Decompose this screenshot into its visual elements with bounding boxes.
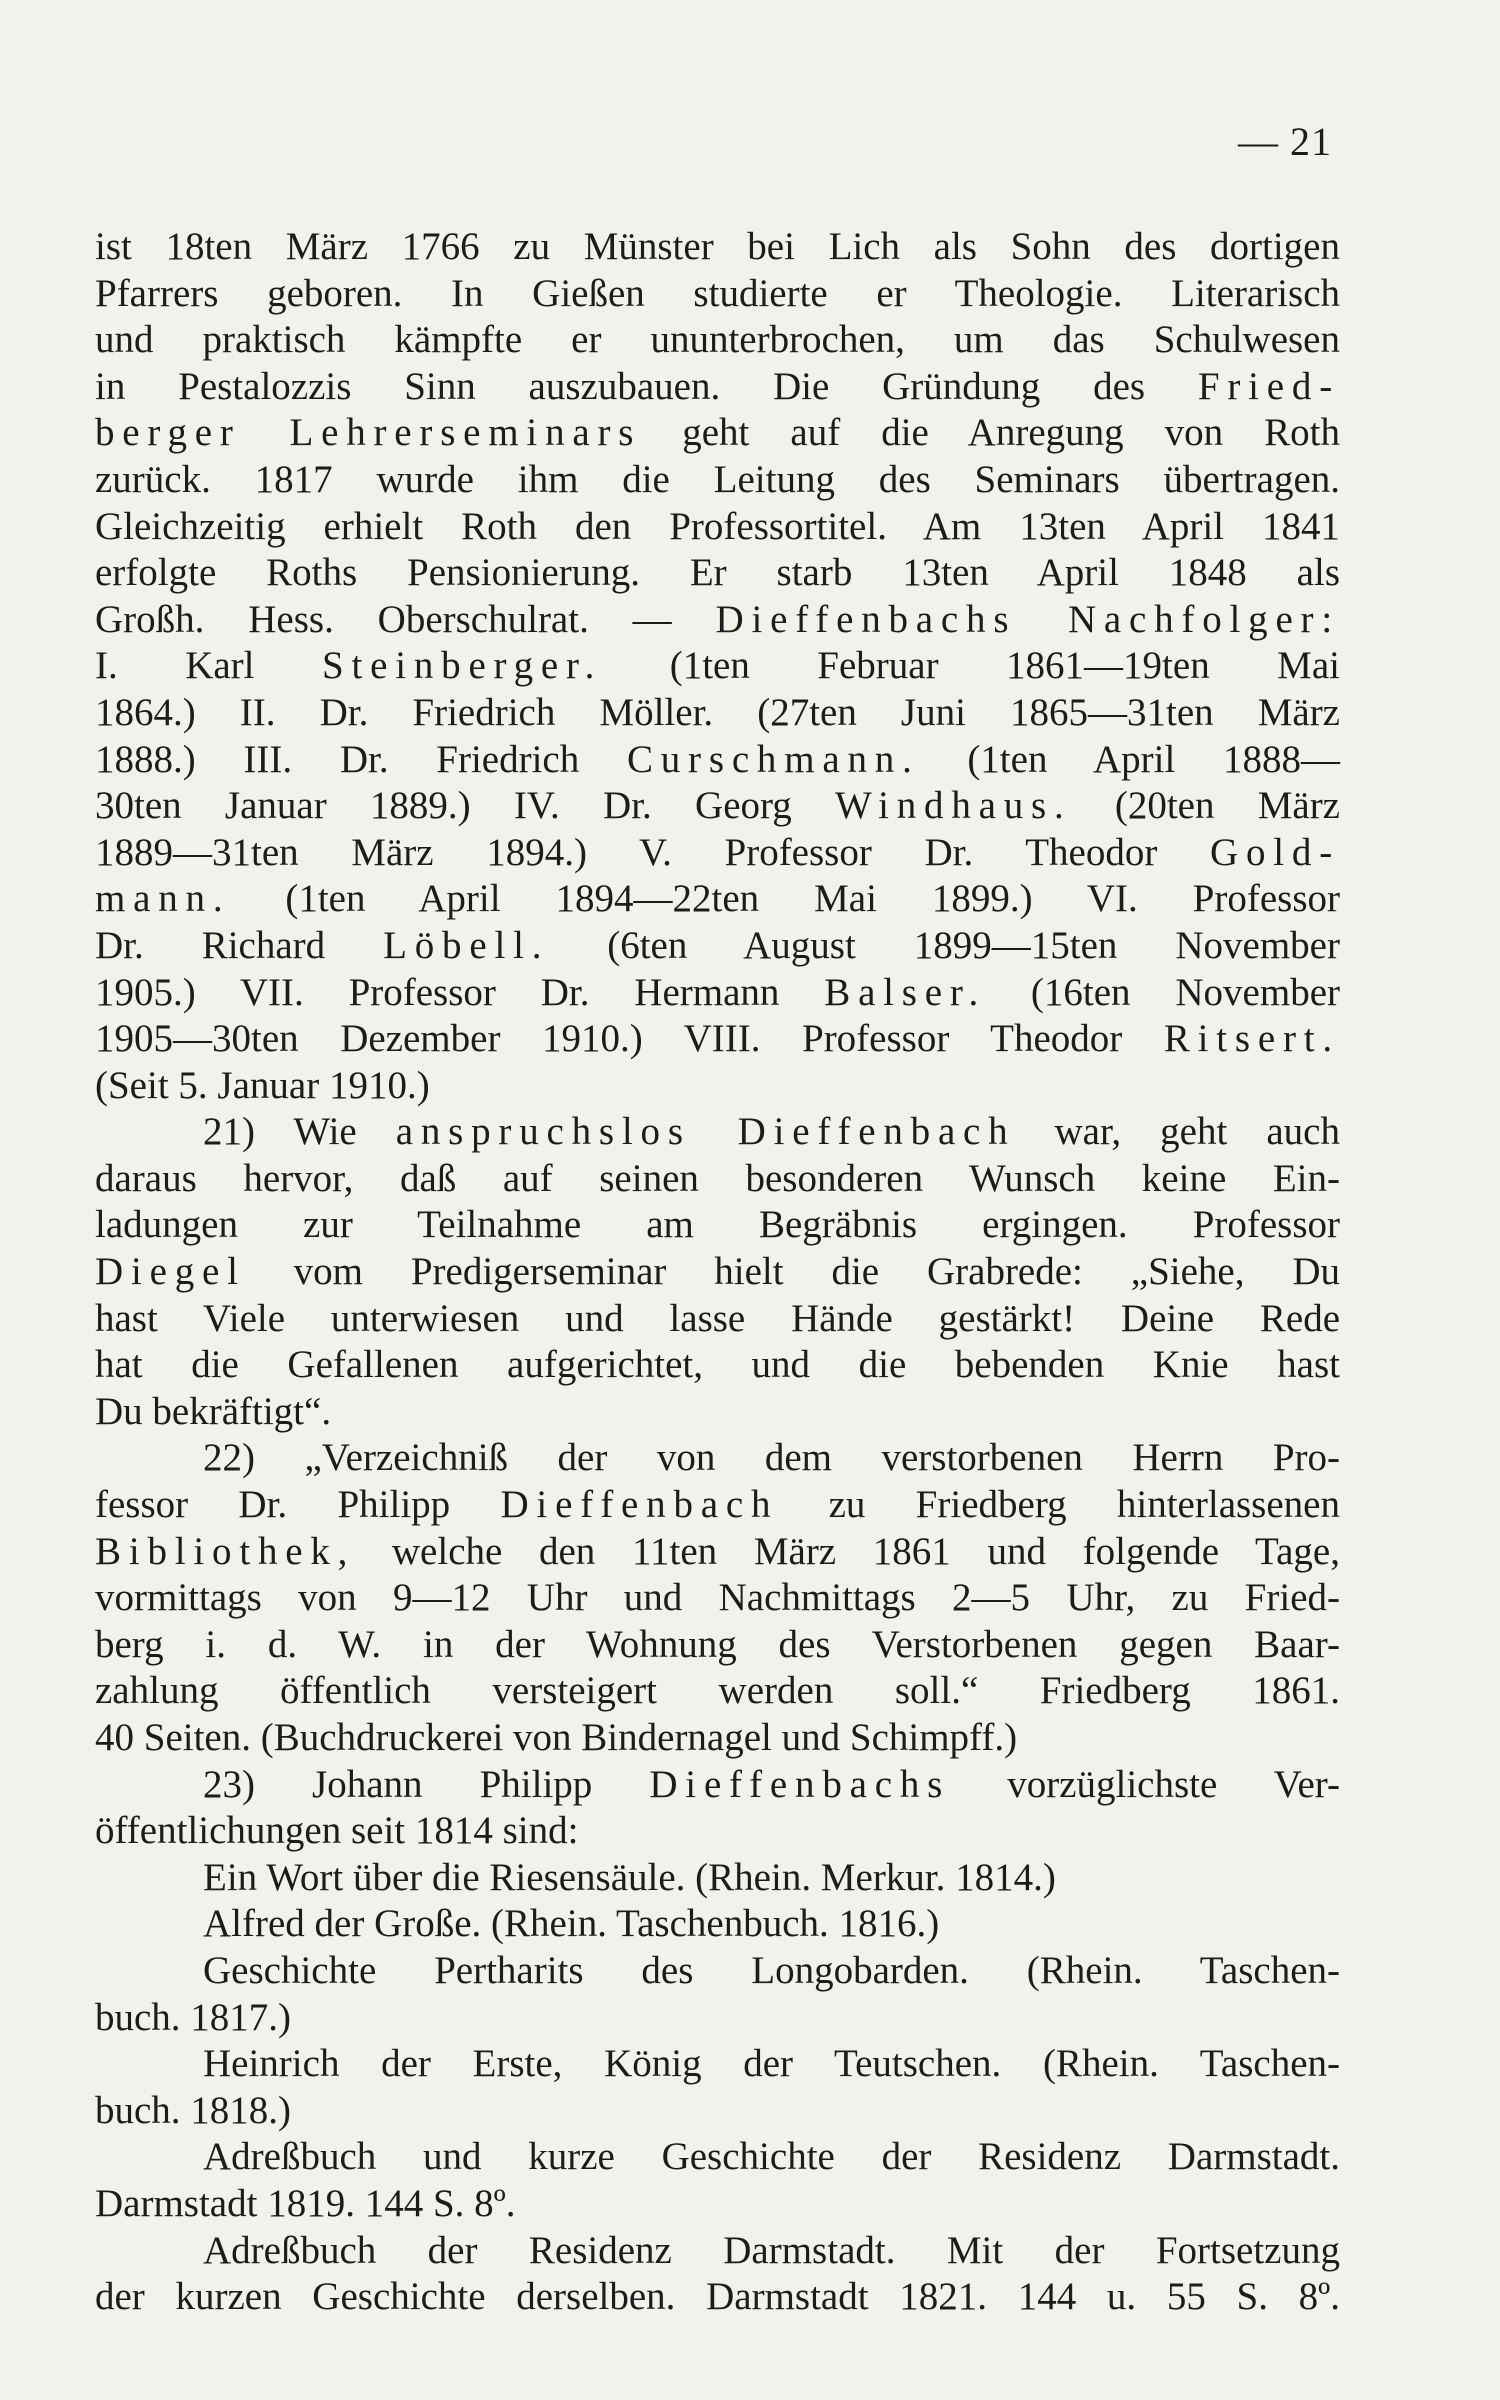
spaced-emphasis: Fried-: [1197, 364, 1340, 408]
spaced-emphasis: Gold-: [1210, 830, 1340, 874]
text-run: vorzüglichste Ver-: [950, 1762, 1340, 1806]
text-run: Ein Wort über die Riesensäule. (Rhein. Merkur. 1814.): [203, 1855, 1056, 1899]
text-run: hast Viele unterwiesen und lasse Hände gestärkt! Deine Rede: [95, 1296, 1340, 1340]
text-line: [95, 271, 1340, 318]
text-line: [95, 643, 1340, 690]
text-line: [95, 597, 1340, 644]
spaced-emphasis: Diegel: [95, 1250, 246, 1294]
text-run: 23) Johann Philipp: [203, 1762, 650, 1806]
paragraph: [95, 1435, 1340, 1761]
text-run: 1864.) II. Dr. Friedrich Möller. (27ten Juni 1865—31ten März: [95, 690, 1340, 734]
text-run: (1ten April 1888—: [919, 737, 1341, 781]
text-line: [95, 2181, 1340, 2228]
text-run: in Pestalozzis Sinn auszubauen. Die Gründung des: [95, 364, 1198, 408]
spaced-emphasis: Balser.: [824, 970, 987, 1014]
text-line: [95, 224, 1340, 271]
paragraph: [95, 2228, 1340, 2321]
text-line: [95, 1808, 1340, 1855]
text-run: und praktisch kämpfte er ununterbrochen, um das Schulwesen: [95, 318, 1340, 362]
text-line: [95, 783, 1340, 830]
text-run: zurück. 1817 wurde ihm die Leitung des Seminars übertragen.: [95, 457, 1340, 501]
text-line: [95, 1901, 1340, 1948]
paragraph: [95, 1109, 1340, 1435]
text-run: welche den 11ten März 1861 und folgende Tage,: [355, 1529, 1340, 1573]
text-line: [95, 2041, 1340, 2088]
text-run: buch. 1818.): [95, 2088, 292, 2132]
text-run: fessor Dr. Philipp: [95, 1483, 501, 1527]
text-run: buch. 1817.): [95, 1995, 292, 2039]
text-line: [95, 1109, 1340, 1156]
spaced-emphasis: Dieffenbachs: [649, 1762, 951, 1806]
text-run: (1ten Februar 1861—19ten Mai: [602, 644, 1340, 688]
text-run: 1889—31ten März 1894.) V. Professor Dr. Theodor: [95, 830, 1210, 874]
spaced-emphasis: Curschmann.: [626, 737, 920, 781]
text-run: Heinrich der Erste, König der Teutschen. (Rhein. Taschen-: [203, 2042, 1340, 2086]
spaced-emphasis: anspruchslos Dieffenbach: [395, 1110, 1016, 1154]
text-line: [95, 364, 1340, 411]
text-run: vom Predigerseminar hielt die Grabrede: „Siehe, Du: [245, 1250, 1340, 1294]
text-run: war, geht auch: [1015, 1110, 1340, 1154]
spaced-emphasis: Steinberger.: [321, 644, 603, 688]
page-number: — 21: [1238, 119, 1332, 164]
text-line: [95, 1948, 1340, 1995]
text-run: öffentlichungen seit 1814 sind:: [95, 1809, 579, 1853]
text-run: zahlung öffentlich versteigert werden soll.“ Friedberg 1861.: [95, 1669, 1340, 1713]
text-line: [95, 1622, 1340, 1669]
text-run: Pfarrers geboren. In Gießen studierte er Theologie. Literarisch: [95, 271, 1340, 315]
text-line: [95, 1063, 1340, 1110]
text-run: 40 Seiten. (Buchdruckerei von Bindernagel und Schimpff.): [95, 1716, 1018, 1759]
text-line: [95, 690, 1340, 737]
text-line: [95, 1389, 1340, 1436]
text-run: Großh. Hess. Oberschulrat. —: [95, 597, 716, 641]
spaced-emphasis: mann.: [95, 877, 231, 921]
paragraph: [95, 1855, 1340, 1902]
text-run: zu Friedberg hinterlassenen: [778, 1483, 1340, 1527]
text-line: [95, 970, 1340, 1017]
text-run: hat die Gefallenen aufgerichtet, und die bebenden Knie hast: [95, 1343, 1340, 1387]
text-run: erfolgte Roths Pensionierung. Er starb 13ten April 1848 als: [95, 551, 1340, 595]
text-line: [95, 1016, 1340, 1063]
text-run: 1905—30ten Dezember 1910.) VIII. Professor Theodor: [95, 1017, 1164, 1061]
text-line: [95, 1762, 1340, 1809]
text-run: geht auf die Anregung von Roth: [641, 411, 1340, 455]
text-line: [95, 317, 1340, 364]
text-line: [95, 1435, 1340, 1482]
text-run: (1ten April 1894—22ten Mai 1899.) VI. Professor: [230, 877, 1340, 921]
text-run: der kurzen Geschichte derselben. Darmstadt 1821. 144 u. 55 S. 8º.: [95, 2275, 1340, 2319]
text-line: [95, 923, 1340, 970]
text-line: [95, 457, 1340, 504]
paragraph: [95, 1762, 1340, 1855]
paragraph: [95, 2134, 1340, 2227]
spaced-emphasis: Ritsert.: [1163, 1017, 1340, 1061]
paragraph: [95, 2041, 1340, 2134]
spaced-emphasis: Windhaus.: [835, 784, 1072, 828]
text-line: [95, 1668, 1340, 1715]
text-line: [95, 504, 1340, 551]
text-line: [95, 2274, 1340, 2321]
body-text: [95, 224, 1340, 2321]
text-run: Adreßbuch und kurze Geschichte der Residenz Darmstadt.: [203, 2135, 1340, 2179]
text-line: [95, 1249, 1340, 1296]
text-line: [95, 830, 1340, 877]
text-line: [95, 1202, 1340, 1249]
text-line: [95, 410, 1340, 457]
text-run: Dr. Richard: [95, 923, 384, 967]
text-line: [95, 1482, 1340, 1529]
text-line: [95, 1156, 1340, 1203]
text-run: 30ten Januar 1889.) IV. Dr. Georg: [95, 784, 836, 828]
text-run: (6ten August 1899—15ten November: [549, 923, 1340, 967]
text-run: 21) Wie: [203, 1110, 396, 1154]
text-line: [95, 1575, 1340, 1622]
text-run: Du bekräftigt“.: [95, 1389, 332, 1433]
text-run: (Seit 5. Januar 1910.): [95, 1063, 430, 1107]
text-run: Darmstadt 1819. 144 S. 8º.: [95, 2181, 516, 2225]
text-run: Alfred der Große. (Rhein. Taschenbuch. 1816.): [203, 1902, 940, 1946]
spaced-emphasis: Bibliothek,: [95, 1529, 356, 1573]
text-line: [95, 2134, 1340, 2181]
text-line: [95, 737, 1340, 784]
text-run: I. Karl: [95, 644, 322, 688]
paragraph: [95, 224, 1340, 1109]
text-run: vormittags von 9—12 Uhr und Nachmittags 2—5 Uhr, zu Fried-: [95, 1576, 1340, 1620]
text-run: (16ten November: [986, 970, 1340, 1014]
spaced-emphasis: Dieffenbachs Nachfolger:: [715, 597, 1340, 641]
text-line: [95, 1855, 1340, 1902]
spaced-emphasis: Dieffenbach: [500, 1483, 779, 1527]
text-line: [95, 876, 1340, 923]
text-line: [95, 550, 1340, 597]
text-run: (20ten März: [1071, 784, 1340, 828]
text-run: Adreßbuch der Residenz Darmstadt. Mit der Fortsetzung: [203, 2228, 1340, 2272]
text-line: [95, 1296, 1340, 1343]
spaced-emphasis: Löbell.: [383, 923, 550, 967]
text-run: Geschichte Pertharits des Longobarden. (Rhein. Taschen-: [203, 1948, 1340, 1992]
text-line: [95, 1529, 1340, 1576]
paragraph: [95, 1948, 1340, 2041]
text-run: 1888.) III. Dr. Friedrich: [95, 737, 627, 781]
spaced-emphasis: berger Lehrerseminars: [95, 411, 642, 455]
text-line: [95, 2228, 1340, 2275]
text-run: ist 18ten März 1766 zu Münster bei Lich als Sohn des dortigen: [95, 225, 1340, 268]
text-run: berg i. d. W. in der Wohnung des Verstorbenen gegen Baar-: [95, 1622, 1340, 1666]
text-line: [95, 1995, 1340, 2042]
text-run: ladungen zur Teilnahme am Begräbnis ergingen. Professor: [95, 1203, 1340, 1247]
text-run: Gleichzeitig erhielt Roth den Professortitel. Am 13ten April 1841: [95, 504, 1340, 548]
text-run: daraus hervor, daß auf seinen besonderen Wunsch keine Ein-: [95, 1156, 1340, 1200]
text-line: [95, 1342, 1340, 1389]
paragraph: [95, 1901, 1340, 1948]
text-run: 1905.) VII. Professor Dr. Hermann: [95, 970, 825, 1014]
text-run: 22) „Verzeichniß der von dem verstorbenen Herrn Pro-: [203, 1436, 1340, 1480]
text-line: [95, 1715, 1340, 1762]
text-line: [95, 2088, 1340, 2135]
